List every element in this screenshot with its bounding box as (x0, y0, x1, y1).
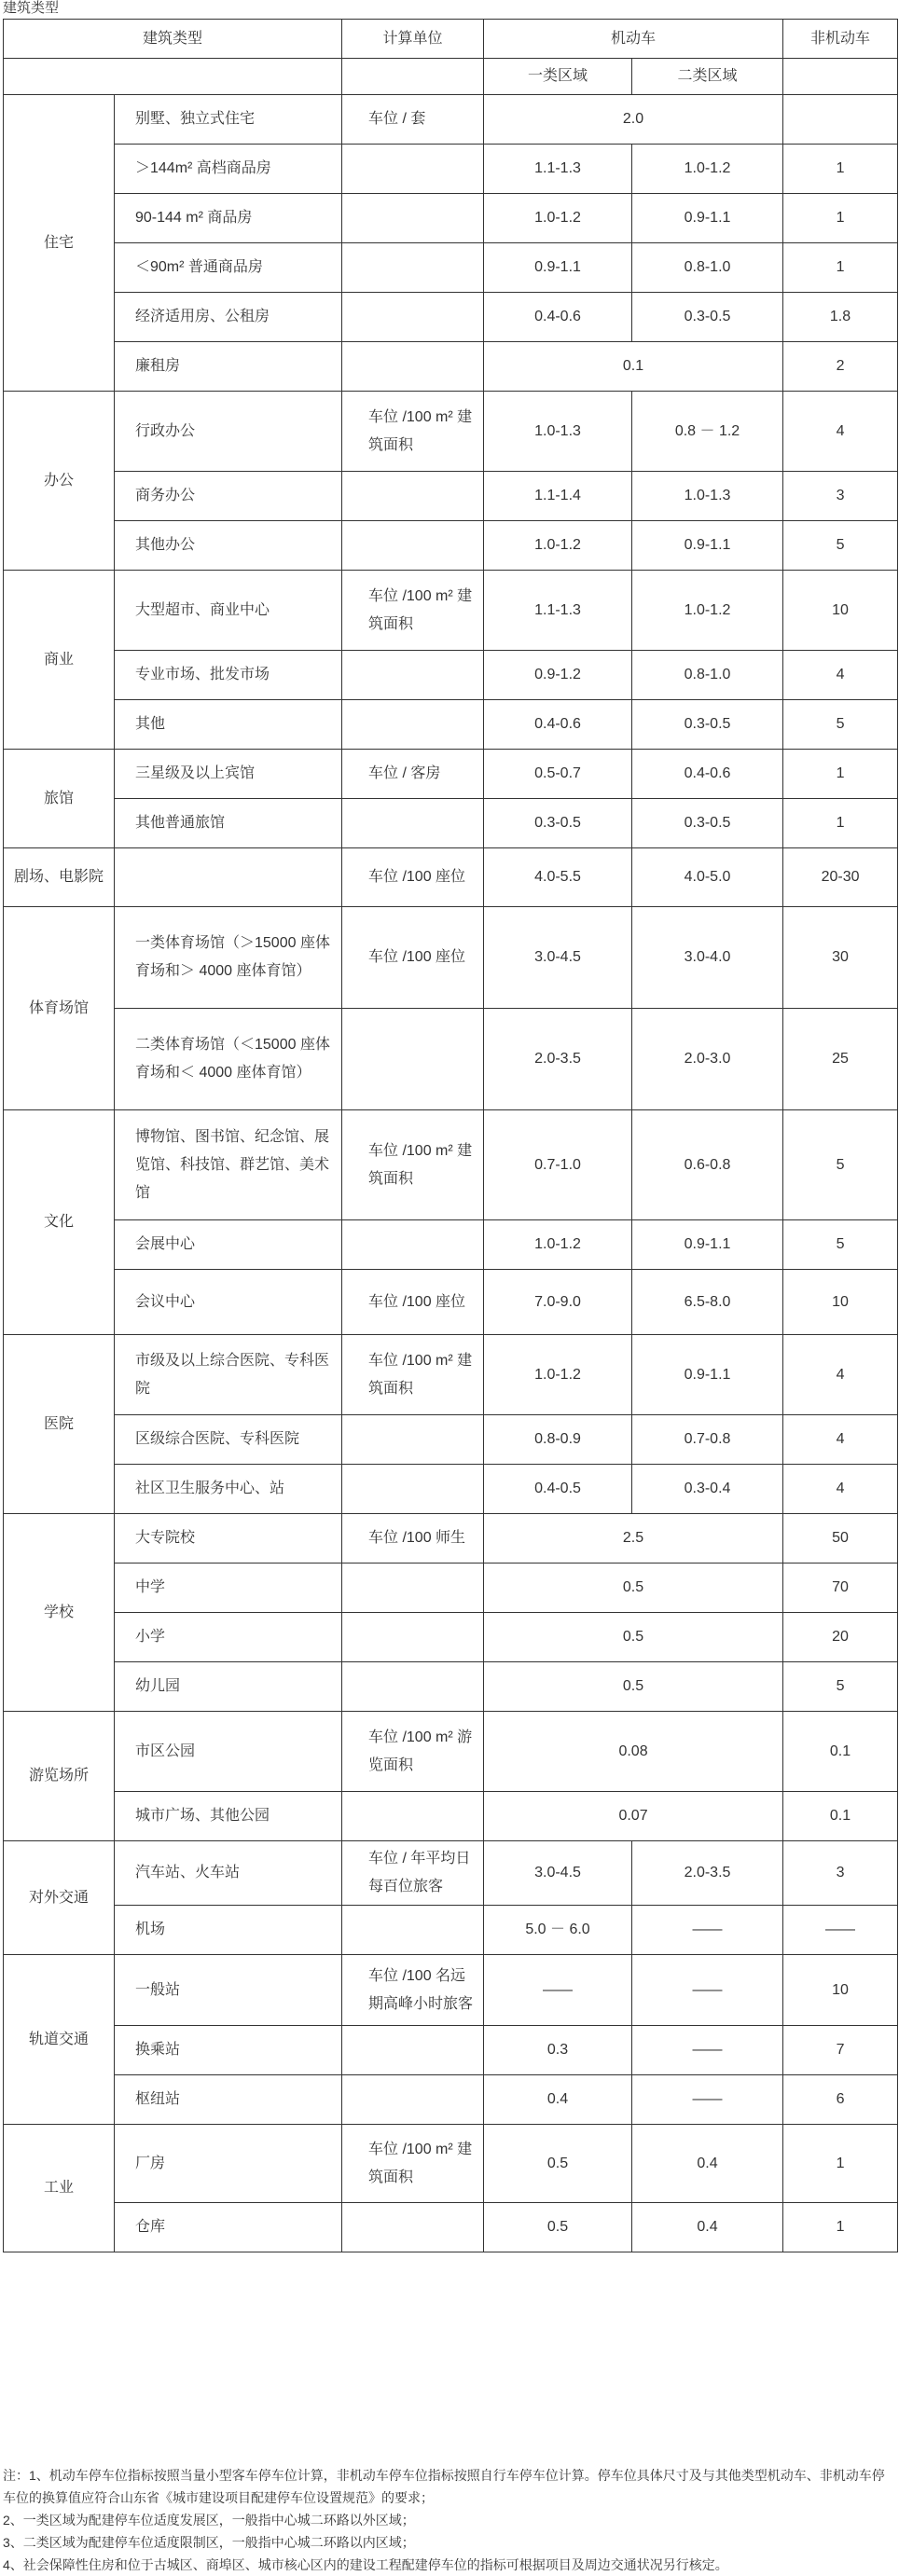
motor-merged-cell: 0.5 (484, 1613, 783, 1662)
zone2-cell: 6.5-8.0 (632, 1270, 783, 1335)
zone1-cell: 1.0-1.3 (484, 392, 632, 472)
subtype-cell: 商务办公 (115, 472, 342, 521)
nonmotor-cell: 5 (783, 521, 898, 571)
subtype-cell: ＜90m² 普通商品房 (115, 243, 342, 293)
table-row (4, 1415, 898, 1465)
note-2: 2、一类区域为配建停车位适度发展区，一般指中心城二环路以外区域； (3, 2513, 415, 2528)
table-row (4, 243, 898, 293)
category-cell: 游览场所 (4, 1712, 115, 1841)
zone2-cell: 1.0-1.2 (632, 571, 783, 651)
table-row (4, 145, 898, 194)
nonmotor-cell: 5 (783, 1220, 898, 1270)
table-row (4, 342, 898, 392)
zone1-cell: 0.9-1.2 (484, 651, 632, 700)
zone1-cell: 0.5-0.7 (484, 750, 632, 799)
motor-merged-cell: 0.5 (484, 1662, 783, 1712)
motor-merged-cell: 0.5 (484, 1564, 783, 1613)
subtype-cell: 别墅、独立式住宅 (115, 95, 342, 145)
zone1-cell: 0.4-0.5 (484, 1465, 632, 1514)
subtype-cell: 枢纽站 (115, 2075, 342, 2125)
subtype-cell: 一类体育场馆（＞15000 座体育场和＞ 4000 座体育馆） (115, 907, 342, 1009)
table-row (4, 95, 898, 145)
table-row (4, 1712, 898, 1792)
nonmotor-cell (783, 95, 898, 145)
zone2-cell: 0.3-0.5 (632, 293, 783, 342)
motor-merged-cell: 0.07 (484, 1792, 783, 1841)
nonmotor-cell: 3 (783, 472, 898, 521)
zone2-cell: 0.3-0.4 (632, 1465, 783, 1514)
nonmotor-cell: 1 (783, 799, 898, 848)
unit-cell (342, 799, 484, 848)
nonmotor-cell: 25 (783, 1009, 898, 1110)
zone2-cell: 0.9-1.1 (632, 194, 783, 243)
table-row (4, 1564, 898, 1613)
unit-cell: 车位 /100 师生 (342, 1514, 484, 1564)
unit-cell (342, 1906, 484, 1955)
note-3: 3、二类区域为配建停车位适度限制区，一般指中心城二环路以内区域； (3, 2535, 415, 2550)
table-row (4, 1335, 898, 1415)
subtype-cell: 汽车站、火车站 (115, 1841, 342, 1906)
nonmotor-cell: 1 (783, 194, 898, 243)
header-empty-1 (4, 59, 342, 95)
zone2-cell: 0.8-1.0 (632, 651, 783, 700)
header-row-1 (4, 20, 898, 59)
zone2-cell: —— (632, 2026, 783, 2075)
zone1-cell: 1.0-1.2 (484, 1220, 632, 1270)
zone1-cell: 0.4 (484, 2075, 632, 2125)
subtype-cell: 市区公园 (115, 1712, 342, 1792)
nonmotor-cell: 4 (783, 1465, 898, 1514)
motor-merged-cell: 2.0 (484, 95, 783, 145)
zone1-cell: 1.1-1.3 (484, 145, 632, 194)
nonmotor-cell: 1 (783, 243, 898, 293)
subtype-cell: 会议中心 (115, 1270, 342, 1335)
zone1-cell: 0.7-1.0 (484, 1110, 632, 1220)
nonmotor-cell: 6 (783, 2075, 898, 2125)
subtype-cell (115, 848, 342, 907)
nonmotor-cell: 3 (783, 1841, 898, 1906)
zone2-cell: 4.0-5.0 (632, 848, 783, 907)
category-cell: 旅馆 (4, 750, 115, 848)
table-row (4, 1955, 898, 2026)
parking-standard-table (3, 19, 898, 2252)
unit-cell (342, 1564, 484, 1613)
unit-cell: 车位 /100 m² 游览面积 (342, 1712, 484, 1792)
table-row (4, 1110, 898, 1220)
subtype-cell: 城市广场、其他公园 (115, 1792, 342, 1841)
unit-cell (342, 1613, 484, 1662)
table-row (4, 571, 898, 651)
category-cell: 对外交通 (4, 1841, 115, 1955)
unit-cell (342, 194, 484, 243)
unit-cell: 车位 /100 m² 建筑面积 (342, 571, 484, 651)
nonmotor-cell: 4 (783, 1415, 898, 1465)
zone2-cell: —— (632, 2075, 783, 2125)
header-building-type: 建筑类型 (4, 20, 342, 59)
category-cell: 办公 (4, 392, 115, 571)
zone1-cell: 0.5 (484, 2125, 632, 2203)
zone1-cell: 1.1-1.4 (484, 472, 632, 521)
nonmotor-cell: 1 (783, 2203, 898, 2252)
unit-cell (342, 293, 484, 342)
subtype-cell: 市级及以上综合医院、专科医院 (115, 1335, 342, 1415)
header-zone1: 一类区域 (484, 59, 632, 95)
table-row (4, 2203, 898, 2252)
unit-cell (342, 1465, 484, 1514)
unit-cell (342, 651, 484, 700)
nonmotor-cell: 0.1 (783, 1792, 898, 1841)
nonmotor-cell: 1 (783, 750, 898, 799)
table-row (4, 907, 898, 1009)
zone1-cell: 3.0-4.5 (484, 907, 632, 1009)
subtype-cell: 换乘站 (115, 2026, 342, 2075)
zone1-cell: 0.5 (484, 2203, 632, 2252)
header-empty-3 (783, 59, 898, 95)
subtype-cell: 廉租房 (115, 342, 342, 392)
table-row (4, 799, 898, 848)
table-row (4, 750, 898, 799)
unit-cell (342, 2026, 484, 2075)
header-unit: 计算单位 (342, 20, 484, 59)
zone2-cell: 2.0-3.5 (632, 1841, 783, 1906)
subtype-cell: 仓库 (115, 2203, 342, 2252)
unit-cell (342, 1009, 484, 1110)
zone1-cell: 0.8-0.9 (484, 1415, 632, 1465)
header-empty-2 (342, 59, 484, 95)
unit-cell: 车位 /100 m² 建筑面积 (342, 1110, 484, 1220)
zone2-cell: 0.4-0.6 (632, 750, 783, 799)
nonmotor-cell: 70 (783, 1564, 898, 1613)
unit-cell: 车位 / 年平均日每百位旅客 (342, 1841, 484, 1906)
subtype-cell: 一般站 (115, 1955, 342, 2026)
zone2-cell: 0.4 (632, 2125, 783, 2203)
unit-cell: 车位 /100 座位 (342, 907, 484, 1009)
table-caption: 建筑类型 (3, 0, 60, 16)
subtype-cell: 经济适用房、公租房 (115, 293, 342, 342)
zone2-cell: 0.4 (632, 2203, 783, 2252)
unit-cell: 车位 /100 座位 (342, 1270, 484, 1335)
subtype-cell: 90-144 m² 商品房 (115, 194, 342, 243)
nonmotor-cell: —— (783, 1906, 898, 1955)
table-row (4, 1613, 898, 1662)
zone2-cell: 0.3-0.5 (632, 799, 783, 848)
subtype-cell: 会展中心 (115, 1220, 342, 1270)
table-row (4, 293, 898, 342)
subtype-cell: 专业市场、批发市场 (115, 651, 342, 700)
motor-merged-cell: 0.1 (484, 342, 783, 392)
zone2-cell: 1.0-1.2 (632, 145, 783, 194)
unit-cell: 车位 /100 座位 (342, 848, 484, 907)
subtype-cell: 其他 (115, 700, 342, 750)
table-row (4, 2075, 898, 2125)
table-row (4, 848, 898, 907)
unit-cell (342, 342, 484, 392)
table-row (4, 392, 898, 472)
table-row (4, 2125, 898, 2203)
unit-cell (342, 1220, 484, 1270)
zone2-cell: 0.9-1.1 (632, 1220, 783, 1270)
category-cell: 医院 (4, 1335, 115, 1514)
nonmotor-cell: 5 (783, 1662, 898, 1712)
zone2-cell: 0.8-1.0 (632, 243, 783, 293)
unit-cell: 车位 /100 m² 建筑面积 (342, 1335, 484, 1415)
header-motor: 机动车 (484, 20, 783, 59)
category-cell: 剧场、电影院 (4, 848, 115, 907)
zone2-cell: 3.0-4.0 (632, 907, 783, 1009)
zone1-cell: 1.0-1.2 (484, 1335, 632, 1415)
zone1-cell: 5.0 － 6.0 (484, 1906, 632, 1955)
zone1-cell: 0.4-0.6 (484, 293, 632, 342)
category-cell: 商业 (4, 571, 115, 750)
nonmotor-cell: 0.1 (783, 1712, 898, 1792)
motor-merged-cell: 2.5 (484, 1514, 783, 1564)
unit-cell (342, 2203, 484, 2252)
nonmotor-cell: 1 (783, 145, 898, 194)
unit-cell (342, 145, 484, 194)
category-cell: 体育场馆 (4, 907, 115, 1110)
nonmotor-cell: 10 (783, 1955, 898, 2026)
category-cell: 轨道交通 (4, 1955, 115, 2125)
nonmotor-cell: 10 (783, 571, 898, 651)
table-row (4, 1792, 898, 1841)
zone2-cell: 0.9-1.1 (632, 1335, 783, 1415)
table-row (4, 472, 898, 521)
table-row (4, 1662, 898, 1712)
subtype-cell: 厂房 (115, 2125, 342, 2203)
table-row (4, 1906, 898, 1955)
unit-cell: 车位 / 客房 (342, 750, 484, 799)
table-row (4, 1270, 898, 1335)
table-row (4, 1220, 898, 1270)
table-row (4, 651, 898, 700)
note-4: 4、社会保障性住房和位于古城区、商埠区、城市核心区内的建设工程配建停车位的指标可根据项目及周边交通状况另行核定。 (3, 2557, 728, 2572)
notes (3, 2464, 896, 2576)
nonmotor-cell: 2 (783, 342, 898, 392)
unit-cell (342, 700, 484, 750)
zone1-cell: 2.0-3.5 (484, 1009, 632, 1110)
zone2-cell: 0.9-1.1 (632, 521, 783, 571)
zone1-cell: 1.1-1.3 (484, 571, 632, 651)
header-row-2 (4, 59, 898, 95)
subtype-cell: 大专院校 (115, 1514, 342, 1564)
nonmotor-cell: 30 (783, 907, 898, 1009)
header-nonmotor: 非机动车 (783, 20, 898, 59)
unit-cell (342, 1792, 484, 1841)
header-zone2: 二类区域 (632, 59, 783, 95)
unit-cell (342, 521, 484, 571)
note-1: 注：1、机动车停车位指标按照当量小型客车停车位计算，非机动车停车位指标按照自行车停车位计算。停车位具体尺寸及与其他类型机动车、非机动车停车位的换算值应符合山东省《城市建设项目配建停车位设置规范》的要求； (3, 2468, 885, 2505)
nonmotor-cell: 4 (783, 392, 898, 472)
subtype-cell: 机场 (115, 1906, 342, 1955)
nonmotor-cell: 4 (783, 1335, 898, 1415)
nonmotor-cell: 1 (783, 2125, 898, 2203)
table-row (4, 194, 898, 243)
unit-cell (342, 2075, 484, 2125)
zone1-cell: 1.0-1.2 (484, 194, 632, 243)
nonmotor-cell: 20-30 (783, 848, 898, 907)
subtype-cell: 行政办公 (115, 392, 342, 472)
subtype-cell: 其他办公 (115, 521, 342, 571)
zone2-cell: —— (632, 1955, 783, 2026)
table-row (4, 1009, 898, 1110)
zone1-cell: 0.3 (484, 2026, 632, 2075)
subtype-cell: 幼儿园 (115, 1662, 342, 1712)
nonmotor-cell: 20 (783, 1613, 898, 1662)
nonmotor-cell: 4 (783, 651, 898, 700)
table-row (4, 1514, 898, 1564)
nonmotor-cell: 10 (783, 1270, 898, 1335)
subtype-cell: 社区卫生服务中心、站 (115, 1465, 342, 1514)
motor-merged-cell: 0.08 (484, 1712, 783, 1792)
subtype-cell: ＞144m² 高档商品房 (115, 145, 342, 194)
subtype-cell: 二类体育场馆（＜15000 座体育场和＜ 4000 座体育馆） (115, 1009, 342, 1110)
zone2-cell: 0.7-0.8 (632, 1415, 783, 1465)
zone2-cell: 0.6-0.8 (632, 1110, 783, 1220)
nonmotor-cell: 1.8 (783, 293, 898, 342)
zone1-cell: 0.3-0.5 (484, 799, 632, 848)
zone1-cell: —— (484, 1955, 632, 2026)
category-cell: 住宅 (4, 95, 115, 392)
nonmotor-cell: 5 (783, 1110, 898, 1220)
category-cell: 文化 (4, 1110, 115, 1335)
zone2-cell: 1.0-1.3 (632, 472, 783, 521)
zone2-cell: 2.0-3.0 (632, 1009, 783, 1110)
table-row (4, 1465, 898, 1514)
subtype-cell: 其他普通旅馆 (115, 799, 342, 848)
unit-cell (342, 1415, 484, 1465)
subtype-cell: 三星级及以上宾馆 (115, 750, 342, 799)
table-row (4, 2026, 898, 2075)
subtype-cell: 小学 (115, 1613, 342, 1662)
zone1-cell: 0.4-0.6 (484, 700, 632, 750)
zone1-cell: 4.0-5.5 (484, 848, 632, 907)
unit-cell: 车位 / 套 (342, 95, 484, 145)
zone1-cell: 3.0-4.5 (484, 1841, 632, 1906)
table-row (4, 700, 898, 750)
unit-cell (342, 243, 484, 293)
zone2-cell: —— (632, 1906, 783, 1955)
table-row (4, 1841, 898, 1906)
subtype-cell: 博物馆、图书馆、纪念馆、展览馆、科技馆、群艺馆、美术馆 (115, 1110, 342, 1220)
zone1-cell: 7.0-9.0 (484, 1270, 632, 1335)
unit-cell: 车位 /100 名远期高峰小时旅客 (342, 1955, 484, 2026)
unit-cell (342, 472, 484, 521)
category-cell: 工业 (4, 2125, 115, 2252)
unit-cell (342, 1662, 484, 1712)
zone1-cell: 1.0-1.2 (484, 521, 632, 571)
table-row (4, 521, 898, 571)
category-cell: 学校 (4, 1514, 115, 1712)
nonmotor-cell: 7 (783, 2026, 898, 2075)
subtype-cell: 区级综合医院、专科医院 (115, 1415, 342, 1465)
subtype-cell: 中学 (115, 1564, 342, 1613)
zone2-cell: 0.3-0.5 (632, 700, 783, 750)
nonmotor-cell: 5 (783, 700, 898, 750)
zone2-cell: 0.8 － 1.2 (632, 392, 783, 472)
subtype-cell: 大型超市、商业中心 (115, 571, 342, 651)
nonmotor-cell: 50 (783, 1514, 898, 1564)
zone1-cell: 0.9-1.1 (484, 243, 632, 293)
unit-cell: 车位 /100 m² 建筑面积 (342, 2125, 484, 2203)
unit-cell: 车位 /100 m² 建筑面积 (342, 392, 484, 472)
